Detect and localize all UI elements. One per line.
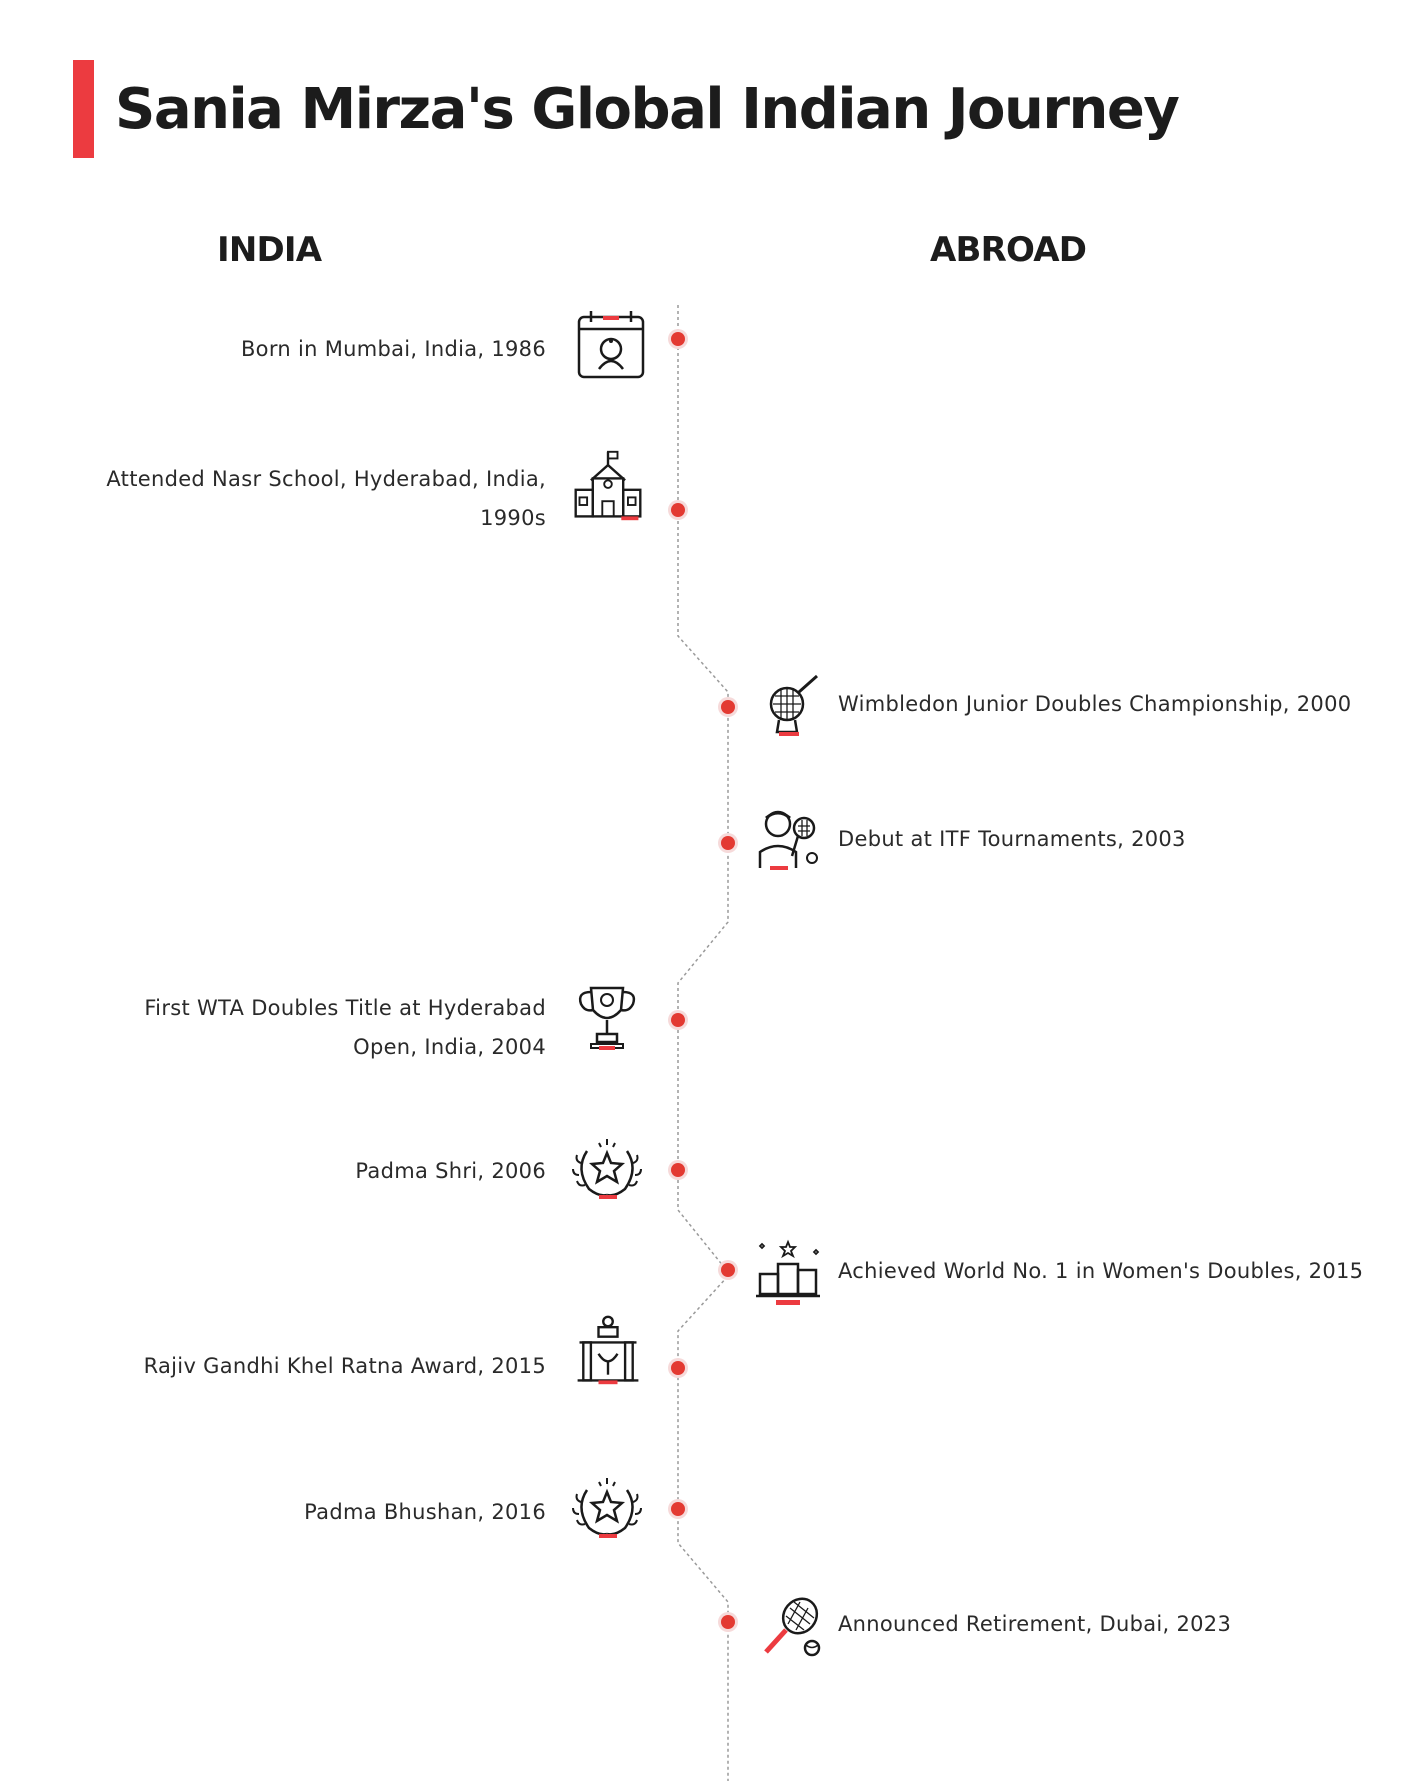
tennis-racket-trophy-icon xyxy=(757,670,833,746)
timeline-dot xyxy=(721,836,735,850)
page-title: Sania Mirza's Global Indian Journey xyxy=(115,77,1179,142)
trophy-cup-icon xyxy=(569,982,645,1058)
timeline-dot xyxy=(671,503,685,517)
event-label-itf-debut: Debut at ITF Tournaments, 2003 xyxy=(838,827,1186,851)
tennis-player-icon xyxy=(752,800,828,876)
timeline-dot xyxy=(671,1361,685,1375)
award-trophy-icon xyxy=(570,1312,646,1388)
event-label-wta-title: First WTA Doubles Title at Hyderabad Open, India, 2004 xyxy=(144,996,546,1059)
laurel-star-icon xyxy=(569,1133,645,1209)
timeline-dot xyxy=(671,1013,685,1027)
timeline-dot xyxy=(721,1263,735,1277)
timeline-dot xyxy=(721,700,735,714)
event-label-padma-shri: Padma Shri, 2006 xyxy=(355,1159,546,1183)
timeline-path xyxy=(678,305,728,1781)
podium-icon xyxy=(750,1234,826,1310)
event-label-world-no1: Achieved World No. 1 in Women's Doubles, 2015 xyxy=(838,1259,1364,1283)
timeline-dot xyxy=(721,1615,735,1629)
timeline-dot xyxy=(671,1163,685,1177)
timeline-dots xyxy=(668,329,738,1632)
event-label-wimbledon: Wimbledon Junior Doubles Championship, 2000 xyxy=(838,692,1352,716)
timeline-dot xyxy=(671,1502,685,1516)
event-label-khel-ratna: Rajiv Gandhi Khel Ratna Award, 2015 xyxy=(143,1354,546,1378)
column-heading-abroad: ABROAD xyxy=(930,230,1087,270)
calendar-baby-icon xyxy=(573,307,649,383)
event-label-school: Attended Nasr School, Hyderabad, India, 1990s xyxy=(106,467,546,530)
column-heading-india: INDIA xyxy=(217,230,322,270)
timeline-dot xyxy=(671,332,685,346)
event-label-birth: Born in Mumbai, India, 1986 xyxy=(240,337,546,361)
laurel-star-icon xyxy=(569,1472,645,1548)
racket-ball-icon xyxy=(754,1590,830,1666)
school-building-icon xyxy=(570,448,646,524)
event-label-retirement: Announced Retirement, Dubai, 2023 xyxy=(838,1612,1232,1636)
event-label-padma-bhushan: Padma Bhushan, 2016 xyxy=(304,1500,546,1524)
